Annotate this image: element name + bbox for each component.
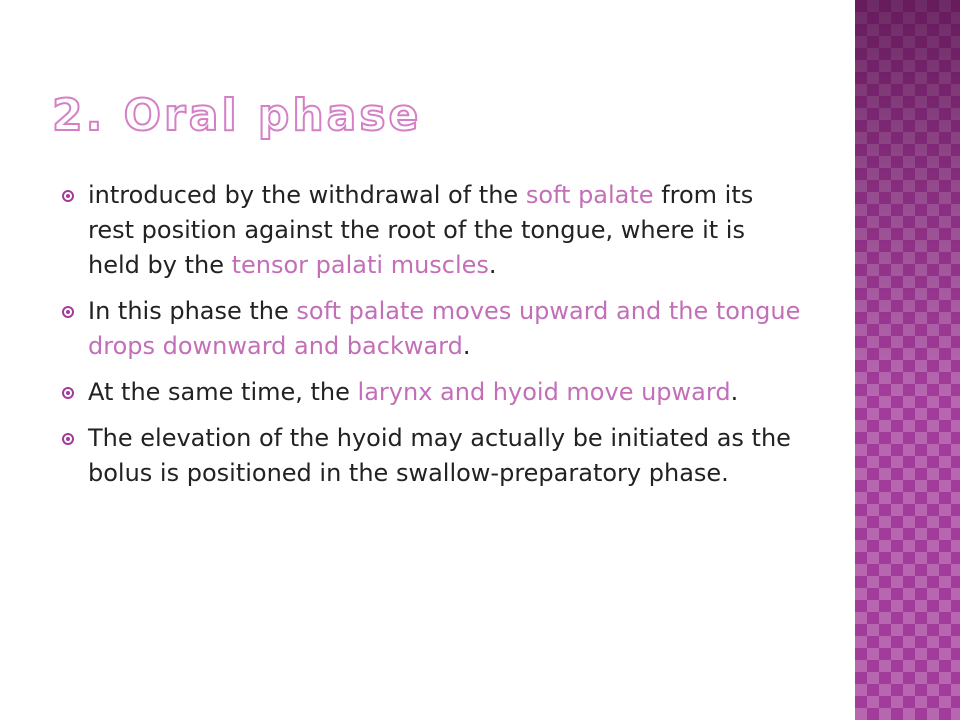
text-segment: introduced by the withdrawal of the xyxy=(88,181,526,209)
bullet-text xyxy=(88,378,738,406)
text-segment: . xyxy=(462,332,471,360)
text-segment: At the same time, the xyxy=(88,378,358,406)
bullet-text xyxy=(88,181,753,279)
bullet-item xyxy=(62,375,802,410)
highlighted-term: soft palate xyxy=(525,181,654,209)
highlighted-term: larynx and hyoid move upward xyxy=(357,378,731,406)
slide-title: 2. Oral phase xyxy=(52,90,422,141)
bullet-list xyxy=(62,178,802,502)
bullet-text xyxy=(88,424,791,487)
text-segment: from its rest position against the root of the tongue, where it is held by the xyxy=(88,181,754,279)
bullet-item xyxy=(62,178,802,283)
highlighted-term: tensor palati muscles xyxy=(231,251,489,279)
bullet-item xyxy=(62,421,802,491)
text-segment: In this phase the xyxy=(88,297,297,325)
bullet-text xyxy=(88,297,800,360)
bullet-item xyxy=(62,294,802,364)
bullet-icon xyxy=(62,387,74,399)
highlighted-term: soft palate moves upward and the tongue drops downward and backward xyxy=(88,297,801,360)
decorative-side-panel xyxy=(855,0,960,720)
text-segment: . xyxy=(730,378,739,406)
text-segment: The elevation of the hyoid may actually be initiated as the bolus is positioned in the swallow-preparatory phase. xyxy=(88,424,791,487)
bullet-icon xyxy=(62,433,74,445)
bullet-icon xyxy=(62,306,74,318)
bullet-icon xyxy=(62,190,74,202)
text-segment: . xyxy=(488,251,497,279)
